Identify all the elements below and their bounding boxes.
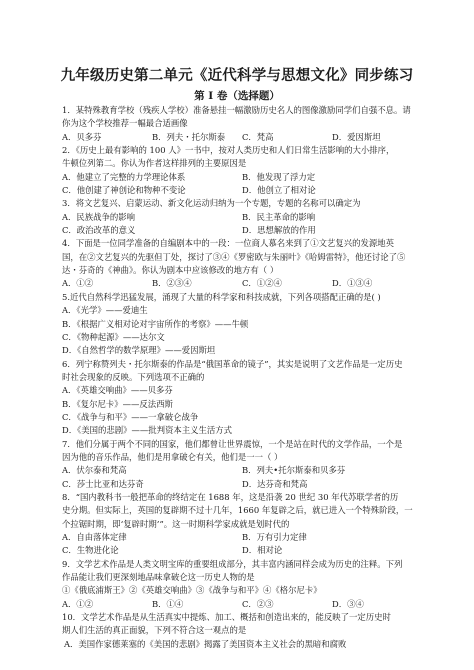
question-5 bbox=[62, 291, 422, 358]
question-stem: 4．下面是一位同学准备的自编剧本中的一段：一位商人慕名来到了①文艺复兴的发源地英 bbox=[62, 238, 394, 249]
option-row bbox=[62, 464, 422, 477]
option-b: B．万有引力定律 bbox=[242, 532, 307, 542]
question-1 bbox=[62, 104, 422, 144]
option-a: A．①② bbox=[62, 598, 94, 609]
option-row bbox=[62, 131, 422, 144]
option-c: C．他创建了神创论和物种不变论 bbox=[62, 185, 186, 196]
work-list: ①《俄底浦斯王》②《英雄交响曲》③《战争与和平》④《格尔尼卡》 bbox=[62, 585, 322, 596]
option-row bbox=[62, 184, 422, 197]
option-c: C．梵高 bbox=[242, 131, 274, 142]
option-b: B．《复尔尼卡》——反法西斯 bbox=[62, 398, 173, 409]
question-stem: 10．文学艺术作品是从生活真实中提炼、加工、概括和创造出来的，能反映了一定历史时 bbox=[62, 612, 391, 623]
question-9 bbox=[62, 558, 422, 611]
option-c: C．《物种起源》——达尔文 bbox=[62, 331, 165, 342]
question-stem: 9．文学艺术作品是人类文明宝库的重要组成部分，其丰富内涵同样会成为历史的注释。下列 bbox=[62, 558, 403, 569]
question-stem: 史分期。但实际上，英国的复辟期不过十几年，1660 年复辟之后，就已进入一个特殊阶段，一 bbox=[62, 505, 413, 516]
option-b: B．民主革命的影响 bbox=[242, 211, 316, 222]
question-stem: 3．将文艺复兴、启蒙运动、新文化运动归纳为一个专题，专题的名称可以确定为 bbox=[62, 198, 361, 209]
option-b: B．《根据广义相对论对宇宙所作的考察》——牛顿 bbox=[62, 318, 249, 329]
question-stem: 你为这个学校推荐一幅最合适画像 bbox=[62, 118, 188, 129]
option-c: C．①②④ bbox=[242, 278, 282, 289]
option-row bbox=[62, 277, 422, 290]
section-heading: 第 I 卷（选择题） bbox=[194, 90, 280, 102]
option-d: D．达芬奇和梵高 bbox=[242, 478, 308, 489]
option-a: A．①② bbox=[62, 278, 94, 289]
question-10 bbox=[62, 611, 422, 651]
question-6 bbox=[62, 358, 422, 438]
question-2 bbox=[62, 144, 422, 197]
option-row bbox=[62, 478, 422, 491]
question-3 bbox=[62, 197, 422, 237]
option-c: C．莎士比亚和达芬奇 bbox=[62, 478, 144, 489]
option-a: A．贝多芬 bbox=[62, 131, 102, 142]
option-c: C．生物进化论 bbox=[62, 545, 119, 556]
option-c: C．政治改革的意义 bbox=[62, 225, 136, 236]
option-b: B．列夫・托尔斯泰 bbox=[152, 131, 226, 142]
question-stem: 个拉锯时期，即‘复辟时期’”。这一时期科学家成就是划时代的 bbox=[62, 518, 290, 529]
option-c: C．《战争与和平》——一拿破仑战争 bbox=[62, 411, 199, 422]
question-stem: 牛顿位列第二。你认为作者这样排列的主要原因是 bbox=[62, 158, 247, 169]
question-stem: 2．《历史上最有影响的 100 人》一书中，按对人类历史和人们日常生活影响的大小排序， bbox=[62, 145, 395, 156]
option-d: D．思想解放的作用 bbox=[242, 225, 316, 236]
option-row bbox=[62, 211, 422, 224]
question-stem: 因为他的音乐作品，他们是用拿破仑有关，他们是一一（ ） bbox=[62, 451, 283, 462]
question-stem: 8．“国内教科书一般把革命的终结定在 1688 年，这是沿袭 20 世纪 30 年代苏联学者的历 bbox=[62, 491, 399, 502]
question-stem: 1．某特殊教育学校（残疾人学校）准备悬挂一幅激励历史名人的图像激励同学们自强不息。请 bbox=[62, 105, 411, 115]
option-a: A．他建立了完整的力学理论体系 bbox=[62, 171, 186, 182]
worksheet-title: 九年级历史第二单元《近代科学与思想文化》同步练习 bbox=[60, 67, 414, 84]
option-d: D．爱因斯坦 bbox=[332, 131, 381, 142]
option-b: B．①④ bbox=[152, 598, 184, 609]
option-a: A．《光学》——爱迪生 bbox=[62, 305, 148, 316]
question-8 bbox=[62, 491, 422, 558]
question-stem: 5.近代自然科学迅猛发展，涌现了大量的科学家和科技成就，下列各项搭配正确的是( ) bbox=[62, 291, 381, 302]
option-a: A．自由落体定律 bbox=[62, 532, 127, 542]
option-b: B．②③④ bbox=[152, 278, 192, 289]
question-stem: 作品能让我们更深刻地品味拿破仑这一历史人物的是 bbox=[62, 572, 255, 583]
question-stem: 6．列宁称赞列夫・托尔斯泰的作品是“俄国革命的镜子”，其实是说明了文艺作品是一定历史 bbox=[62, 358, 403, 369]
question-list bbox=[62, 104, 422, 651]
question-stem: 7．他们分属于两个不同的国家，他们都曾让世界震惊，一个是站在时代的文学作品，一个是 bbox=[62, 438, 403, 449]
option-d: D．③④ bbox=[332, 598, 364, 609]
option-row bbox=[62, 531, 422, 544]
option-d: D．相对论 bbox=[242, 545, 283, 556]
option-b: B．他发现了浮力定 bbox=[242, 171, 316, 182]
option-a: A．民族战争的影响 bbox=[62, 211, 136, 222]
option-a: A．美国作家德莱塞的《美国的悲剧》揭露了美国资本主义社会的黑暗和腐败 bbox=[64, 638, 347, 649]
option-row bbox=[62, 171, 422, 184]
question-4 bbox=[62, 237, 422, 290]
question-7 bbox=[62, 438, 422, 491]
option-d: D．①③④ bbox=[332, 278, 373, 289]
option-b: B．列夫•托尔斯泰和贝多芬 bbox=[242, 465, 346, 476]
option-d: D．他创立了相对论 bbox=[242, 185, 316, 196]
option-row bbox=[62, 598, 422, 611]
option-d: D．《自然哲学的数学原理》——爱因斯坦 bbox=[62, 345, 216, 356]
option-row bbox=[62, 544, 422, 557]
option-c: C．②③ bbox=[242, 598, 274, 609]
question-stem: 时社会现象的反映。下列选项不正确的 bbox=[62, 371, 205, 382]
question-stem: 国，在②文艺复兴的先驱但丁处，探讨了③④《罗密欧与朱丽叶》《哈姆雷特》，他还讨论了⑤ bbox=[62, 251, 406, 262]
option-d: D．《美国的悲剧》——批判资本主义生活方式 bbox=[62, 425, 233, 436]
question-stem: 达・芬奇的《神曲》。你认为剧本中应该修改的地方有（ ） bbox=[62, 265, 279, 276]
option-a: A．伏尔泰和梵高 bbox=[62, 465, 127, 476]
option-a: A．《英雄交响曲》——贝多芬 bbox=[62, 385, 173, 396]
question-stem: 期人们生活的真正面貌，下列不符合这一观点的是 bbox=[62, 625, 247, 636]
option-row bbox=[62, 224, 422, 237]
